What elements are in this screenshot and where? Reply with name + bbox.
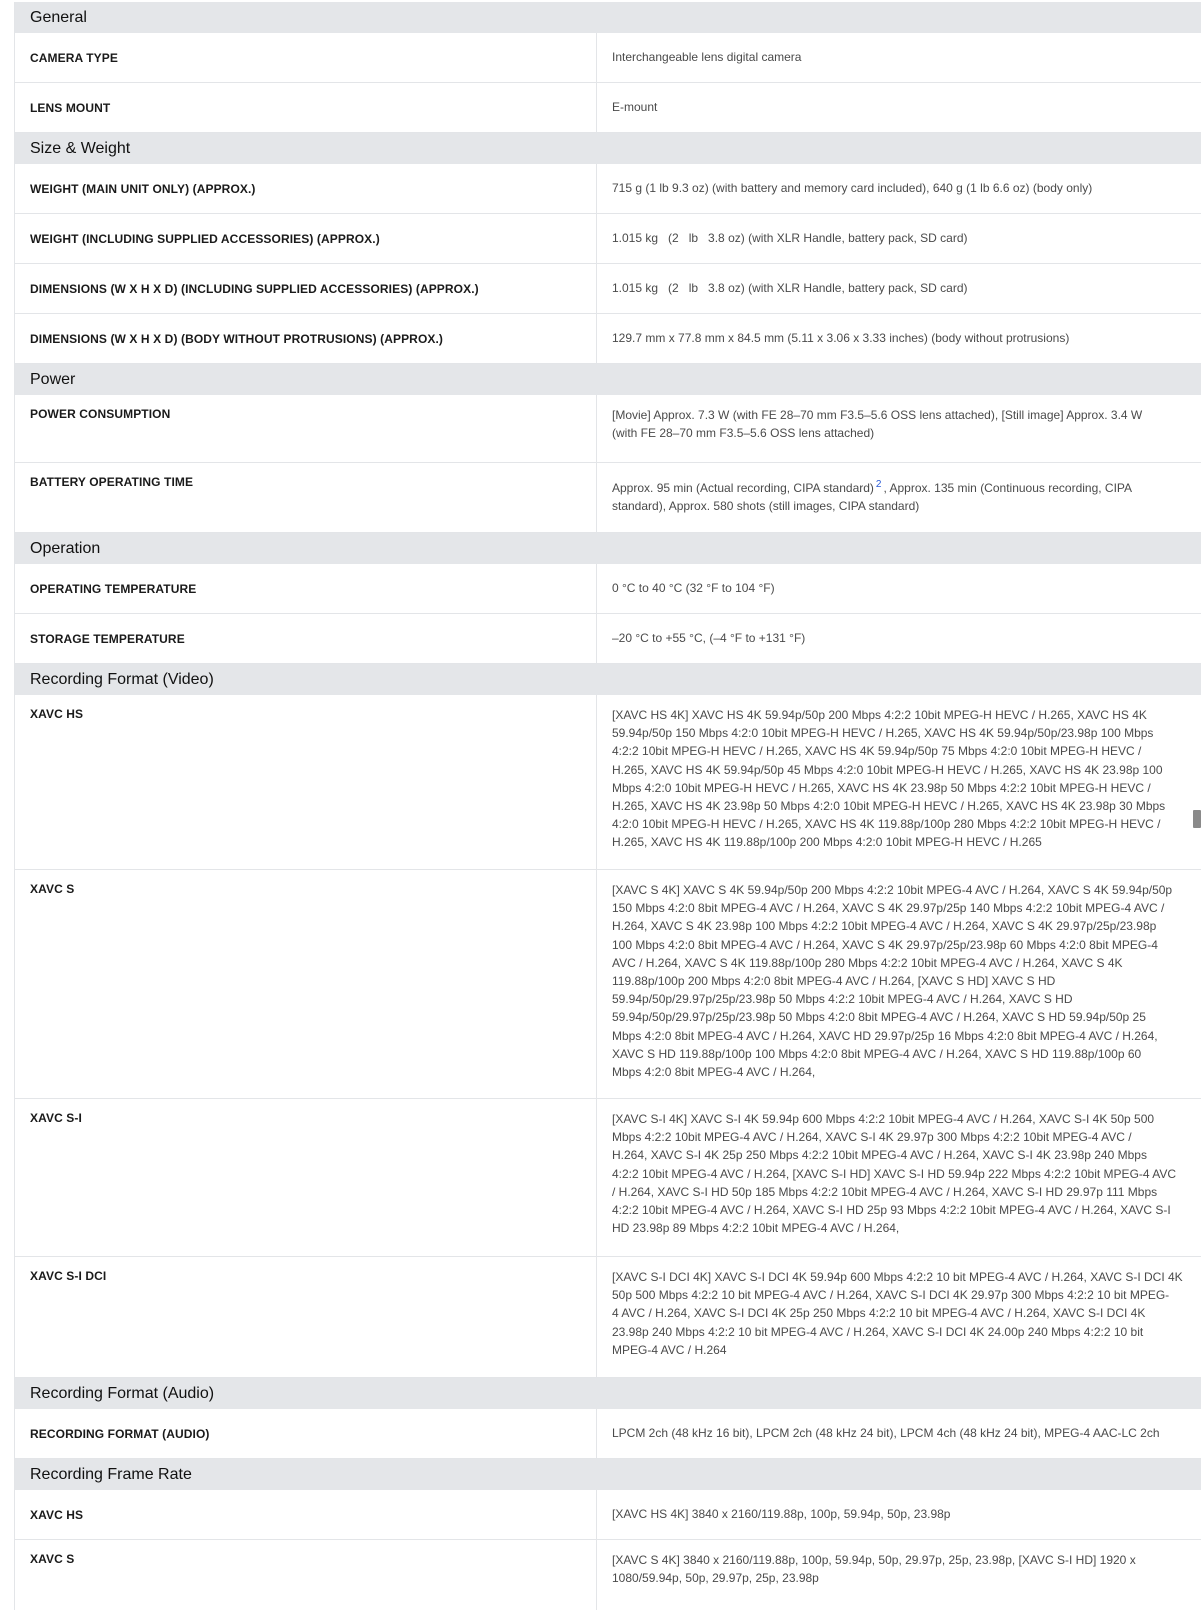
spec-label: DIMENSIONS (W X H X D) (BODY WITHOUT PROTRUSIONS) (APPROX.) [15,314,597,363]
spec-label: OPERATING TEMPERATURE [15,564,597,613]
section-header-general: General [15,2,1201,33]
spec-label: WEIGHT (MAIN UNIT ONLY) (APPROX.) [15,164,597,213]
spec-row-camera-type [15,33,1201,83]
spec-value: 1.015 kg (2 lb 3.8 oz) (with XLR Handle, battery pack, SD card) [612,231,968,246]
battery-text-b: , Approx. 135 min (Continuous recording, CIPA standard), Approx. 580 shots (still images, CIPA standard) [612,481,1133,514]
spec-value: LPCM 2ch (48 kHz 16 bit), LPCM 2ch (48 kHz 24 bit), LPCM 4ch (48 kHz 24 bit), MPEG-4 AAC-LC 2ch [612,1426,1160,1441]
spec-value: [XAVC HS 4K] 3840 x 2160/119.88p, 100p, 59.94p, 50p, 23.98p [612,1507,951,1522]
spec-label: XAVC S [15,870,597,1098]
spec-label: XAVC HS [15,695,597,869]
spec-label: XAVC S-I [15,1099,597,1256]
spec-value: [Movie] Approx. 7.3 W (with FE 28–70 mm F3.5–5.6 OSS lens attached), [Still image] Approx. 3.4 W (with FE 28–70 mm F3.5–5.6 OSS lens attached) [612,408,1143,441]
spec-row-lens-mount [15,83,1201,133]
spec-value: 129.7 mm x 77.8 mm x 84.5 mm (5.11 x 3.06 x 3.33 inches) (body without protrusions) [612,331,1070,346]
spec-label: BATTERY OPERATING TIME [15,463,597,532]
spec-row-dimensions-accessories [15,264,1201,314]
footnote-link[interactable]: 2 [875,479,882,490]
spec-row-xavc-s-i-dci [15,1257,1201,1378]
spec-row-xavc-s-i [15,1099,1201,1257]
scrollbar-thumb[interactable] [1193,810,1201,828]
spec-value: Interchangeable lens digital camera [612,50,802,65]
spec-row-frame-rate-xavc-hs [15,1490,1201,1540]
spec-label: STORAGE TEMPERATURE [15,614,597,663]
spec-label: WEIGHT (INCLUDING SUPPLIED ACCESSORIES) (APPROX.) [15,214,597,263]
section-header-recording-audio: Recording Format (Audio) [15,1378,1201,1409]
spec-label: DIMENSIONS (W X H X D) (INCLUDING SUPPLIED ACCESSORIES) (APPROX.) [15,264,597,313]
spec-row-battery-time [15,463,1201,533]
spec-row-xavc-hs [15,695,1201,870]
spec-value: [XAVC S 4K] 3840 x 2160/119.88p, 100p, 59.94p, 50p, 29.97p, 25p, 23.98p, [XAVC S-I HD] 1920 x 1080/59.94p, 50p, 29.97p, 25p, 23.98p [612,1553,1136,1586]
spec-label: LENS MOUNT [15,83,597,132]
spec-row-weight-main [15,164,1201,214]
spec-value [597,463,1201,532]
spec-row-dimensions-body [15,314,1201,364]
spec-row-storage-temp [15,614,1201,664]
spec-row-weight-accessories [15,214,1201,264]
spec-label: XAVC HS [15,1490,597,1539]
section-header-recording-video: Recording Format (Video) [15,664,1201,695]
spec-value: E-mount [612,100,658,115]
spec-row-operating-temp [15,564,1201,614]
section-header-size-weight: Size & Weight [15,133,1201,164]
section-header-operation: Operation [15,533,1201,564]
spec-label: XAVC S-I DCI [15,1257,597,1377]
section-header-power: Power [15,364,1201,395]
spec-value: [XAVC S-I 4K] XAVC S-I 4K 59.94p 600 Mbps 4:2:2 10bit MPEG-4 AVC / H.264, XAVC S-I 4K 50p 500 Mbps 4:2:2 10bit MPEG-4 AVC / H.264, XAVC S-I 4K 29.97p 300 Mbps 4:2:2 10bit MPEG-4 AVC / H.264, XAVC S-I 4K 25p 250 Mbps 4:2:2 10bit MPEG-4 AVC / H.264, XAVC S-I 4K 23.98p 240 Mbps 4:2:2 10bit MPEG-4 AVC / H.264, [XAVC S-I HD] XAVC S-I HD 59.94p 222 Mbps 4:2:2 10bit MPEG-4 AVC / H.264, XAVC S-I HD 50p 185 Mbps 4:2:2 10bit MPEG-4 AVC / H.264, XAVC S-I HD 29.97p 111 Mbps 4:2:2 10bit MPEG-4 AVC / H.264, XAVC S-I HD 25p 93 Mbps 4:2:2 10bit MPEG-4 AVC / H.264, XAVC S-I HD 23.98p 89 Mbps 4:2:2 10bit MPEG-4 AVC / H.264, [612,1112,1177,1236]
spec-value: 1.015 kg (2 lb 3.8 oz) (with XLR Handle, battery pack, SD card) [612,281,968,296]
spec-value: [XAVC S 4K] XAVC S 4K 59.94p/50p 200 Mbps 4:2:2 10bit MPEG-4 AVC / H.264, XAVC S 4K 59.94p/50p 150 Mbps 4:2:0 8bit MPEG-4 AVC / H.264, XAVC S 4K 29.97p/25p 140 Mbps 4:2:2 10bit MPEG-4 AVC / H.264, XAVC S 4K 23.98p 100 Mbps 4:2:2 10bit MPEG-4 AVC / H.264, XAVC S 4K 29.97p/25p/23.98p 100 Mbps 4:2:0 8bit MPEG-4 AVC / H.264, XAVC S 4K 29.97p/25p/23.98p 60 Mbps 4:2:0 8bit MPEG-4 AVC / H.264, XAVC S 4K 119.88p/100p 280 Mbps 4:2:2 10bit MPEG-4 AVC / H.264, XAVC S 4K 119.88p/100p 200 Mbps 4:2:0 8bit MPEG-4 AVC / H.264, [XAVC S HD] XAVC S HD 59.94p/50p/29.97p/25p/23.98p 50 Mbps 4:2:2 10bit MPEG-4 AVC / H.264, XAVC S HD 59.94p/50p/29.97p/25p/23.98p 50 Mbps 4:2:0 8bit MPEG-4 AVC / H.264, XAVC S HD 59.94p/50p 25 Mbps 4:2:0 8bit MPEG-4 AVC / H.264, XAVC HD 29.97p/25p 16 Mbps 4:2:0 8bit MPEG-4 AVC / H.264, XAVC S HD 119.88p/100p 100 Mbps 4:2:0 8bit MPEG-4 AVC / H.264, XAVC S HD 119.88p/100p 60 Mbps 4:2:0 8bit MPEG-4 AVC / H.264, [612,883,1173,1080]
spec-row-power-consumption [15,395,1201,463]
spec-value: 0 °C to 40 °C (32 °F to 104 °F) [612,581,775,596]
battery-text-a: Approx. 95 min (Actual recording, CIPA standard) [612,481,874,495]
spec-row-recording-audio [15,1409,1201,1459]
spec-value: –20 °C to +55 °C, (–4 °F to +131 °F) [612,631,806,646]
spec-row-frame-rate-xavc-s [15,1540,1201,1610]
spec-value: [XAVC HS 4K] XAVC HS 4K 59.94p/50p 200 Mbps 4:2:2 10bit MPEG-H HEVC / H.265, XAVC HS 4K 59.94p/50p 150 Mbps 4:2:0 10bit MPEG-H HEVC / H.265, XAVC HS 4K 59.94p/50p/23.98p 100 Mbps 4:2:2 10bit MPEG-H HEVC / H.265, XAVC HS 4K 59.94p/50p 75 Mbps 4:2:0 10bit MPEG-H HEVC / H.265, XAVC HS 4K 59.94p/50p 45 Mbps 4:2:0 10bit MPEG-H HEVC / H.265, XAVC HS 4K 23.98p 100 Mbps 4:2:0 10bit MPEG-H HEVC / H.265, XAVC HS 4K 23.98p 50 Mbps 4:2:2 10bit MPEG-H HEVC / H.265, XAVC HS 4K 23.98p 50 Mbps 4:2:0 10bit MPEG-H HEVC / H.265, XAVC HS 4K 23.98p 30 Mbps 4:2:0 10bit MPEG-H HEVC / H.265, XAVC HS 4K 119.88p/100p 280 Mbps 4:2:2 10bit MPEG-H HEVC / H.265, XAVC HS 4K 119.88p/100p 200 Mbps 4:2:0 10bit MPEG-H HEVC / H.265 [612,708,1166,850]
spec-label: RECORDING FORMAT (AUDIO) [15,1409,597,1458]
spec-value: 715 g (1 lb 9.3 oz) (with battery and memory card included), 640 g (1 lb 6.6 oz) (body only) [612,181,1093,196]
section-header-frame-rate: Recording Frame Rate [15,1459,1201,1490]
spec-row-xavc-s [15,870,1201,1099]
spec-label: XAVC S [15,1540,597,1610]
spec-table [14,2,1201,1610]
spec-value: [XAVC S-I DCI 4K] XAVC S-I DCI 4K 59.94p 600 Mbps 4:2:2 10 bit MPEG-4 AVC / H.264, XAVC S-I DCI 4K 50p 500 Mbps 4:2:2 10 bit MPEG-4 AVC / H.264, XAVC S-I DCI 4K 29.97p 300 Mbps 4:2:2 10 bit MPEG- 4 AVC / H.264, XAVC S-I DCI 4K 25p 250 Mbps 4:2:2 10 bit MPEG-4 AVC / H.264, XAVC S-I DCI 4K 23.98p 240 Mbps 4:2:2 10 bit MPEG-4 AVC / H.264, XAVC S-I DCI 4K 24.00p 240 Mbps 4:2:2 10 bit MPEG-4 AVC / H.264 [612,1270,1183,1357]
spec-label: CAMERA TYPE [15,33,597,82]
spec-label: POWER CONSUMPTION [15,395,597,462]
